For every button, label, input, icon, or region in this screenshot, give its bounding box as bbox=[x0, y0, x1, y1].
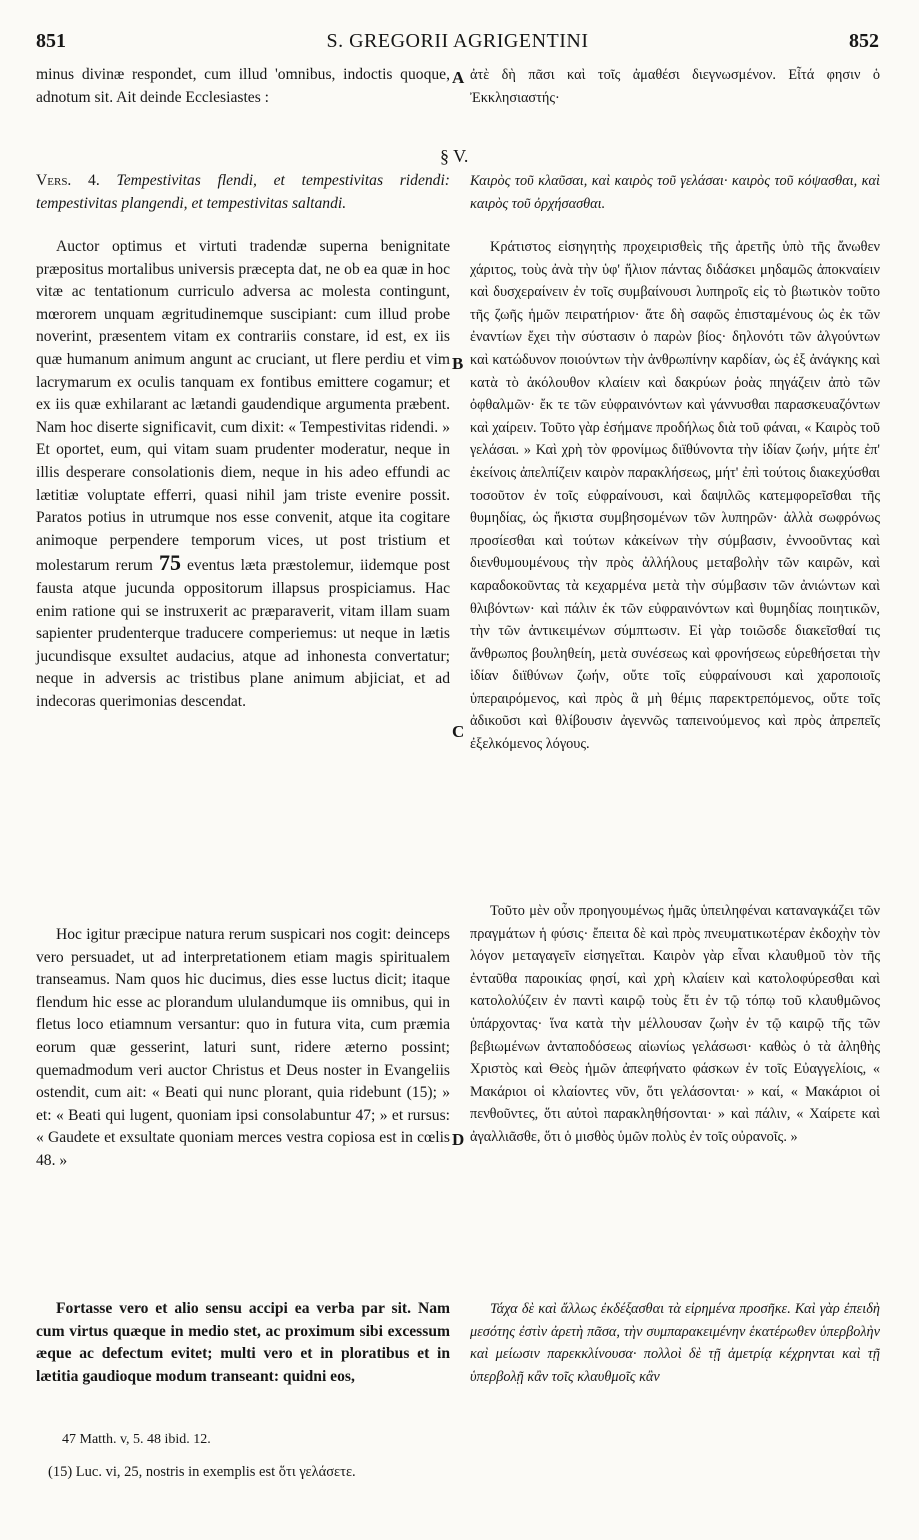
latin-verse-text: Tempestivitas flendi, et tempestivitas ridendi: tempestivitas plangendi, et tempestivitas saltandi. bbox=[36, 172, 450, 212]
latin-paragraph-1 bbox=[36, 236, 450, 713]
running-title: S. GREGORII AGRIGENTINI bbox=[326, 30, 589, 52]
latin-top-text: minus divinæ respondet, cum illud 'omnibus, indoctis quoque, adnotum sit. Ait deinde Ecclesiastes : bbox=[36, 66, 450, 106]
page-header bbox=[36, 30, 879, 60]
greek-paragraph-2 bbox=[470, 900, 880, 1149]
margin-letter-b: B bbox=[452, 354, 464, 373]
page-number-right: 852 bbox=[849, 30, 879, 52]
latin-p3-text: Fortasse vero et alio sensu accipi ea verba par sit. Nam cum virtus quæque in medio stet, ac proximum sibi excessum æque ac defectum evitet; multi vero et in ploratibus et in lætitia gaudioque modum transeant: quidni eos, bbox=[36, 1300, 450, 1385]
greek-verse-text: Καιρὸς τοῦ κλαῦσαι, καὶ καιρὸς τοῦ γελάσαι· καιρὸς τοῦ κόψασθαι, καὶ καιρὸς τοῦ ὀρχήσασθαι. bbox=[470, 173, 880, 212]
latin-paragraph-3 bbox=[36, 1298, 450, 1388]
footnote: (15) Luc. vi, 25, nostris in exemplis est ὅτι γελάσετε. bbox=[48, 1464, 356, 1480]
greek-p3-text: Τάχα δὲ καὶ ἄλλως ἐκδέξασθαι τὰ εἰρημένα προσῆκε. Καὶ γὰρ ἐπειδὴ μεσότης ἐστὶν ἀρετὴ πᾶσα, τὴν συμπαρακειμένην ἑκατέρωθεν ὑπερβολὴν καὶ μείωσιν παρεκκλίνουσα· πολλοὶ δὲ τῇ ἀμετρίᾳ κέχρηνται καὶ τῇ ὑπερβολῇ κἂν τοῖς κλαυθμοῖς κἂν bbox=[470, 1301, 880, 1385]
greek-top-text: ἀτὲ δὴ πᾶσι καὶ τοῖς ἀμαθέσι διεγνωσμένον. Εἶτά φησιν ὁ Ἐκκλησιαστής· bbox=[470, 67, 880, 106]
column-mark: 75 bbox=[158, 550, 181, 576]
margin-letter-c: C bbox=[452, 722, 465, 741]
margin-letter-a: A bbox=[452, 68, 465, 87]
page-number-left: 851 bbox=[36, 30, 66, 52]
greek-p2-text: Τοῦτο μὲν οὖν προηγουμένως ἡμᾶς ὑπειληφέναι καταναγκάζει τῶν πραγμάτων ἡ φύσις· ἔπειτα δὲ καὶ πρὸς πνευματικωτέραν ἐκδοχὴν τὸν λόγον μεταγαγεῖν εἰσηγεῖται. Καιρὸν γὰρ εἶναι κλαυθμοῦ τὸν τῆς ἐνταῦθα παροικίας φησί, καὶ χρὴ κλαίειν καὶ κατολοφύρεσθαι καὶ κατολολύζειν ἐν παντὶ καιρῷ τοὺς ἔτι ἐν τῷ τόπῳ τοῦ κλαυθμῶνος ὑπάρχοντας· ἵνα κατὰ τὴν μέλλουσαν ζωὴν ἐν τῷ καιρῷ τῆς τῶν βεβιωμένων ἀνταποδόσεως αἰωνίως γελάσωσι· καθὼς ὁ τὰ ἀληθὴς Χριστὸς καὶ Θεὸς ἡμῶν ἀπεφήνατο φάσκων ἐν τοῖς Εὐαγγελίοις, « Μακάριοι οἱ κλαίοντες νῦν, ὅτι γελάσονται· » καί, « Μακάριοι οἱ πενθοῦντες, ὅτι αὐτοὶ παρακληθήσονται· » καὶ πάλιν, « Χαίρετε καὶ ἀγαλλιᾶσθε, ὅτι ὁ μισθὸς ὑμῶν πολὺς ἐν τοῖς οὐρανοῖς. » bbox=[470, 903, 880, 1145]
greek-paragraph-1 bbox=[470, 236, 880, 756]
latin-p1-text-b: eventus læta præstolemur, iidemque post fausta atque jucunda oppositorum illapsus prospiciamus. Hac enim ratione qui se instruxerit ac præparaverit, vitam illam suam sapienter prudenterque traducere comperiemus: ut neque in lætis jucundisque exsultet audacius, atque ad inhonesta convertatur; neque in adversis ac tristibus plane animum abjiciat, et ad indecoras querimonias descendat. bbox=[36, 557, 450, 710]
latin-p2-text: Hoc igitur præcipue natura rerum suspicari nos cogit: deinceps vero persuadet, ut ad interpretationem etiam magis spiritualem transeamus. Nam quos hic ducimus, dies esse luctus dicit; itaque flendum hic esse ac plorandum ululandumque iis omnibus, qui in fletus loco etiamnum versantur: quo in futura vita, cum præmia eorum quæ gesserint, laturi sunt, ridere æterno possint; quemadmodum veri auctor Christus et Deus noster in Evangeliis ostendit, cum ait: « Beati qui nunc plorant, quia ridebunt (15); » et: « Beati qui lugent, quoniam ipsi consolabuntur 47; » et rursus: « Gaudete et exsultate quoniam merces vestra copiosa est in cœlis 48. » bbox=[36, 926, 450, 1169]
verse-label: Vers. 4. bbox=[36, 172, 100, 189]
latin-p1-text-a: Auctor optimus et virtuti tradendæ superna benignitate præpositus mortalibus universis præcepta dat, ne ob ea quæ in hoc vitæ ac tentationum curriculo adversa ac molesta contingunt, mœrorem unquam ægritudinemque suscipiant: cum illud probe noverint, præsentem vitam ex contrariis constare, id est, ex iis quæ humanum animum angunt ac cruciant, ut flere perdiu et vim lacrymarum ex oculis tanquam ex fontibus emittere cogamur; et ex iis quæ exhilarant ac lætandi gaudendique argumenta præbent. Nam hoc diserte significavit, cum dixit: « Tempestivitas ridendi. » Et oportet, eum, qui vitam suam prudenter moderatur, neque in illis desperare consolationis diem, neque in his adeo effundi ac lætitiæ voluptate efferri, quasi nihil jam triste evenire possit. Paratos potius in utrumque nos esse convenit, atque ita cogitare animoque perpendere temporum vices, ut post tristium et molestarum rerum bbox=[36, 238, 450, 575]
greek-top-block bbox=[470, 64, 880, 109]
margin-letter-d: D bbox=[452, 1130, 465, 1149]
latin-paragraph-2 bbox=[36, 924, 450, 1173]
section-mark: § V. bbox=[440, 146, 469, 166]
greek-paragraph-3 bbox=[470, 1298, 880, 1388]
greek-verse-block bbox=[470, 170, 880, 215]
greek-p1-text: Κράτιστος εἰσηγητὴς προχειρισθεὶς τῆς ἀρετῆς ὑπὸ τῆς ἄνωθεν χάριτος, τοὺς ἀνὰ τὴν ὑφ' ἥλιον πάντας διδάσκει μηδαμῶς ἀποκναίειν καὶ δυσχεραίνειν ἐν τοῖς συμβαίνουσι λυπηροῖς εἰς τὸ βιωτικὸν τοῦτο τῆς ζωῆς ἡμῶν πειρατήριον· ἅτε δὴ σαφῶς ἐπισταμένους ὡς ἐκ τῶν ἐναντίων ἔχει τὴν σύστασιν ὁ παρὼν βίος· δηλονότι τῶν ἀλγούντων καὶ κατώδυνον ποιούντων τὴν ἀνθρωπίνην καρδίαν, ὡς ἐξ ἀνάγκης καὶ κατὰ τὸ ἀκόλουθον κλαίειν καὶ δακρύων ῥοὰς πηγάζειν ἀπὸ τῶν ὀφθαλμῶν· ἔκ τε τῶν εὐφραινόντων καὶ γάννυσθαι παρασκευαζόντων καὶ χαίρειν. Τοῦτο γὰρ ἐσήμανε προδήλως διὰ τοῦ φάναι, « Καιρὸς τοῦ γελάσαι. » Καὶ χρὴ τὸν φρονίμως διϊθύνοντα τὴν ἰδίαν ζωήν, μήτε ἐπ' ἐκείνοις ἀπελπίζειν καιρὸν παρακλήσεως, μήτ' ἐπὶ τούτοις διακεχύσθαι τοσοῦτον ἐν τοῖς εὐφραίνουσι, καὶ δαψιλῶς κατεμφορεῖσθαι τῆς θυμηδίας, ὡς ἥκιστα συμβησομένων τῶν λυπηρῶν· ἀλλὰ σωφρόνως προσίεσθαι καὶ τούτων κἀκείνων τὴν σύμβασιν, ἐννοοῦντας καὶ διενθυμουμένους τὴν πρὸς ἀλλήλους μεταβολὴν τῶν καιρῶν, καὶ καραδοκοῦντας τὰ κεχαρμένα μετὰ τὴν σύμβασιν τῶν ἀνιώντων καὶ θλιβόντων· καὶ πάλιν ἐκ τῶν εὐφραινόντων καὶ θυμηδίας ποιητικῶν, τὴν τῶν ἀντικειμένων σύμπτωσιν. Εἰ γὰρ τοιῶσδε διακεῖσθαί τις ἄνθρωπος βουληθείη, μετὰ συνέσεως καὶ φρονήσεως εὑρεθήσεται τὴν ἰδίαν διϊθύνων ζωήν, οὔτε τοῖς εὐφραίνουσι καὶ χαροποιοῖς ὑπεραιρόμενος, καὶ πρὸς ἃ μὴ θέμις παρεκτρεπόμενος, οὔτε τοῖς ἀδικοῦσι καὶ θλίβουσιν ἀγεννῶς ταπεινούμενος καὶ πρὸς ἀπρεπεῖς ἐξελκόμενος λόγους. bbox=[470, 239, 880, 753]
latin-top-block bbox=[36, 64, 450, 109]
latin-verse-block bbox=[36, 170, 450, 215]
scripture-citations: 47 Matth. v, 5. 48 ibid. 12. bbox=[62, 1432, 211, 1447]
